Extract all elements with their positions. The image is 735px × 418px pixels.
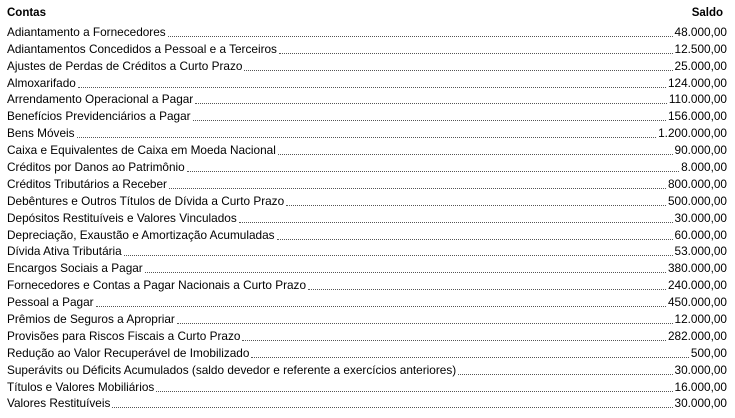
table-row xyxy=(7,57,727,74)
account-name: Benefícios Previdenciários a Pagar xyxy=(7,109,191,124)
account-balance: 380.000,00 xyxy=(667,261,727,276)
dotted-leader xyxy=(112,407,672,408)
account-balance: 25.000,00 xyxy=(674,58,727,73)
account-name: Encargos Sociais a Pagar xyxy=(7,261,143,276)
dotted-leader xyxy=(278,154,673,155)
account-balance: 12.000,00 xyxy=(674,312,727,327)
dotted-leader xyxy=(239,222,673,223)
table-row xyxy=(7,276,727,293)
table-row xyxy=(7,344,727,361)
account-name: Valores Restituíveis xyxy=(7,396,111,411)
account-balance: 30.000,00 xyxy=(674,210,727,225)
table-row xyxy=(7,209,727,226)
account-balance: 110.000,00 xyxy=(668,92,727,107)
table-row xyxy=(7,141,727,158)
table-row xyxy=(7,395,727,412)
dotted-leader xyxy=(145,272,666,273)
account-balance: 30.000,00 xyxy=(674,396,727,411)
account-name: Pessoal a Pagar xyxy=(7,295,94,310)
table-row xyxy=(7,226,727,243)
account-name: Superávits ou Déficits Acumulados (saldo devedor e referente a exercícios anteriores) xyxy=(7,362,457,377)
table-row xyxy=(7,378,727,395)
header-saldo: Saldo xyxy=(691,7,723,19)
table-row xyxy=(7,175,727,192)
dotted-leader xyxy=(286,205,666,206)
table-row xyxy=(7,361,727,378)
account-name: Provisões para Riscos Fiscais a Curto Prazo xyxy=(7,328,241,343)
dotted-leader xyxy=(458,374,672,375)
header-contas: Contas xyxy=(7,7,46,19)
dotted-leader xyxy=(78,87,666,88)
account-balance: 240.000,00 xyxy=(667,278,727,293)
dotted-leader xyxy=(177,323,673,324)
account-balance: 90.000,00 xyxy=(674,143,727,158)
dotted-leader xyxy=(168,36,673,37)
account-name: Almoxarifado xyxy=(7,75,76,90)
account-name: Redução ao Valor Recuperável de Imobilizado xyxy=(7,345,250,360)
account-name: Caixa e Equivalentes de Caixa em Moeda Nacional xyxy=(7,143,276,158)
table-row xyxy=(7,40,727,57)
table-row xyxy=(7,91,727,108)
account-balance: 48.000,00 xyxy=(674,24,727,39)
account-balance: 500.000,00 xyxy=(667,193,727,208)
account-name: Depreciação, Exaustão e Amortização Acumuladas xyxy=(7,227,275,242)
dotted-leader xyxy=(124,255,673,256)
account-balance: 60.000,00 xyxy=(674,227,727,242)
table-body xyxy=(7,23,727,411)
account-balance: 500,00 xyxy=(690,345,727,360)
account-name: Adiantamentos Concedidos a Pessoal e a Terceiros xyxy=(7,41,277,56)
dotted-leader xyxy=(169,188,666,189)
account-name: Títulos e Valores Mobiliários xyxy=(7,379,155,394)
account-balance: 8.000,00 xyxy=(681,160,727,175)
table-row xyxy=(7,310,727,327)
account-name: Bens Móveis xyxy=(7,126,75,141)
account-balance: 12.500,00 xyxy=(674,41,727,56)
table-row xyxy=(7,243,727,260)
account-name: Ajustes de Perdas de Créditos a Curto Prazo xyxy=(7,58,243,73)
account-name: Créditos Tributários a Receber xyxy=(7,176,167,191)
table-row xyxy=(7,192,727,209)
dotted-leader xyxy=(279,53,673,54)
account-name: Créditos por Danos ao Patrimônio xyxy=(7,160,185,175)
dotted-leader xyxy=(277,239,673,240)
account-balance: 156.000,00 xyxy=(667,109,727,124)
account-balance: 800.000,00 xyxy=(667,176,727,191)
dotted-leader xyxy=(242,340,666,341)
account-name: Dívida Ativa Tributária xyxy=(7,244,122,259)
table-row xyxy=(7,293,727,310)
account-name: Adiantamento a Fornecedores xyxy=(7,24,166,39)
account-balance: 16.000,00 xyxy=(674,379,727,394)
account-name: Prêmios de Seguros a Apropriar xyxy=(7,312,175,327)
table-row xyxy=(7,107,727,124)
table-row xyxy=(7,74,727,91)
dotted-leader xyxy=(77,137,657,138)
account-balance: 124.000,00 xyxy=(667,75,727,90)
account-balance: 53.000,00 xyxy=(674,244,727,259)
dotted-leader xyxy=(244,70,672,71)
table-row xyxy=(7,327,727,344)
account-balance: 282.000,00 xyxy=(667,328,727,343)
dotted-leader xyxy=(96,306,666,307)
account-name: Depósitos Restituíveis e Valores Vinculados xyxy=(7,210,237,225)
account-name: Debêntures e Outros Títulos de Dívida a Curto Prazo xyxy=(7,193,285,208)
account-balance: 30.000,00 xyxy=(674,362,727,377)
table-row xyxy=(7,23,727,40)
account-balance: 450.000,00 xyxy=(667,295,727,310)
table-header xyxy=(7,5,727,21)
table-row xyxy=(7,158,727,175)
dotted-leader xyxy=(308,289,666,290)
dotted-leader xyxy=(195,103,667,104)
dotted-leader xyxy=(156,391,672,392)
table-row xyxy=(7,124,727,141)
account-name: Fornecedores e Contas a Pagar Nacionais a Curto Prazo xyxy=(7,278,307,293)
dotted-leader xyxy=(193,120,666,121)
account-balance: 1.200.000,00 xyxy=(658,126,727,141)
dotted-leader xyxy=(187,171,679,172)
account-name: Arrendamento Operacional a Pagar xyxy=(7,92,194,107)
table-row xyxy=(7,259,727,276)
dotted-leader xyxy=(251,357,688,358)
